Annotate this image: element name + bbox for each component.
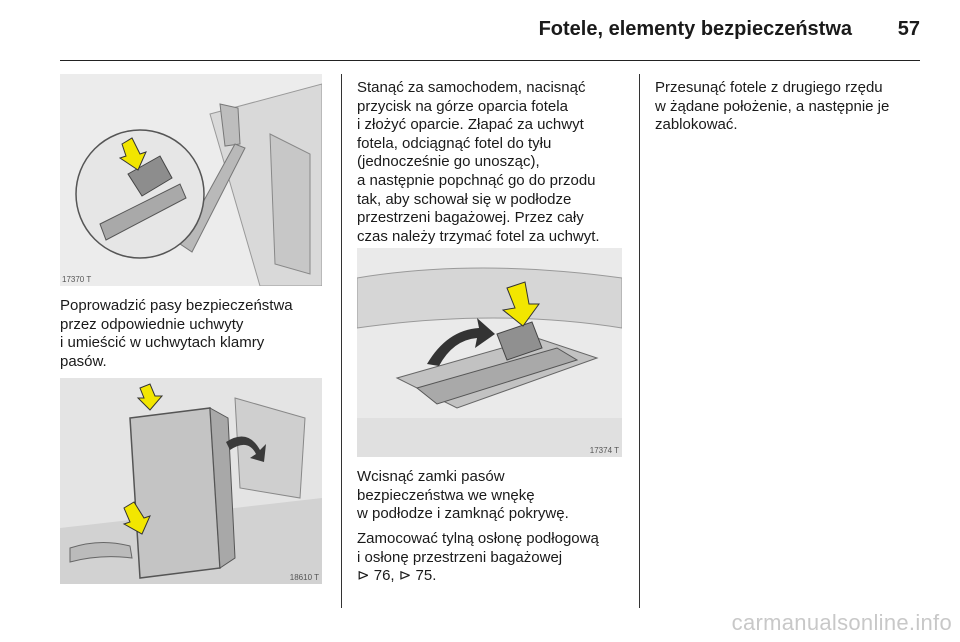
- seatbelt-illustration: [60, 74, 322, 286]
- page-title: Fotele, elementy bezpieczeństwa: [538, 18, 852, 40]
- text-line: tak, aby schował się w podłodze: [357, 190, 572, 208]
- instruction-paragraph: [357, 79, 632, 246]
- figure-code: 17374 T: [589, 446, 619, 455]
- text-line: Poprowadzić pasy bezpieczeństwa: [60, 297, 293, 314]
- header-rule: [60, 60, 920, 61]
- text-line: przycisk na górze oparcia fotela: [357, 97, 568, 115]
- instruction-paragraph: [60, 297, 330, 371]
- text-line: zablokować.: [655, 116, 738, 134]
- text-line: bezpieczeństwa we wnękę: [357, 486, 535, 504]
- text-line: i złożyć oparcie. Złapać za uchwyt: [357, 116, 584, 134]
- text-line: w żądane położenie, a następnie je: [655, 97, 890, 115]
- reference-arrow-icon: ⊳: [398, 567, 412, 585]
- page-number: 57: [897, 18, 920, 40]
- instruction-paragraph: [357, 530, 637, 586]
- text-line: w podłodze i zamknąć pokrywę.: [357, 505, 569, 523]
- reference-arrow-icon: ⊳: [357, 567, 370, 585]
- text-line: czas należy trzymać fotel za uchwyt.: [357, 227, 600, 245]
- figure-code: 18610 T: [289, 573, 319, 582]
- text-line: Wcisnąć zamki pasów: [357, 468, 505, 485]
- text-line: przestrzeni bagażowej. Przez cały: [357, 209, 584, 227]
- reference-line: [357, 567, 637, 586]
- text-line: Zamocować tylną osłonę podłogową: [357, 530, 599, 547]
- instruction-paragraph: [655, 79, 925, 135]
- text-line: przez odpowiednie uchwyty: [60, 315, 244, 333]
- instruction-paragraph: [357, 468, 632, 524]
- seat-fold-illustration: [60, 378, 322, 584]
- text-line: Stanąć za samochodem, nacisnąć: [357, 79, 586, 96]
- figure-code: 17370 T: [62, 275, 92, 284]
- figure-seatbelt-guide: [60, 74, 322, 286]
- page-reference[interactable]: 76,: [373, 567, 395, 585]
- figure-seat-fold: [60, 378, 322, 584]
- column-divider: [341, 74, 342, 608]
- figure-seat-handle: [357, 248, 622, 457]
- watermark: carmanualsonline.info: [731, 610, 952, 635]
- text-line: i osłonę przestrzeni bagażowej: [357, 548, 563, 566]
- page-reference[interactable]: 75.: [415, 567, 437, 585]
- seat-handle-illustration: [357, 248, 622, 457]
- text-line: a następnie popchnąć go do przodu: [357, 171, 596, 189]
- column-divider: [639, 74, 640, 608]
- text-line: Przesunąć fotele z drugiego rzędu: [655, 79, 883, 96]
- text-line: pasów.: [60, 352, 107, 370]
- text-line: (jednocześnie go unosząc),: [357, 153, 540, 171]
- text-line: i umieścić w uchwytach klamry: [60, 334, 265, 352]
- text-line: fotela, odciągnąć fotel do tyłu: [357, 134, 552, 152]
